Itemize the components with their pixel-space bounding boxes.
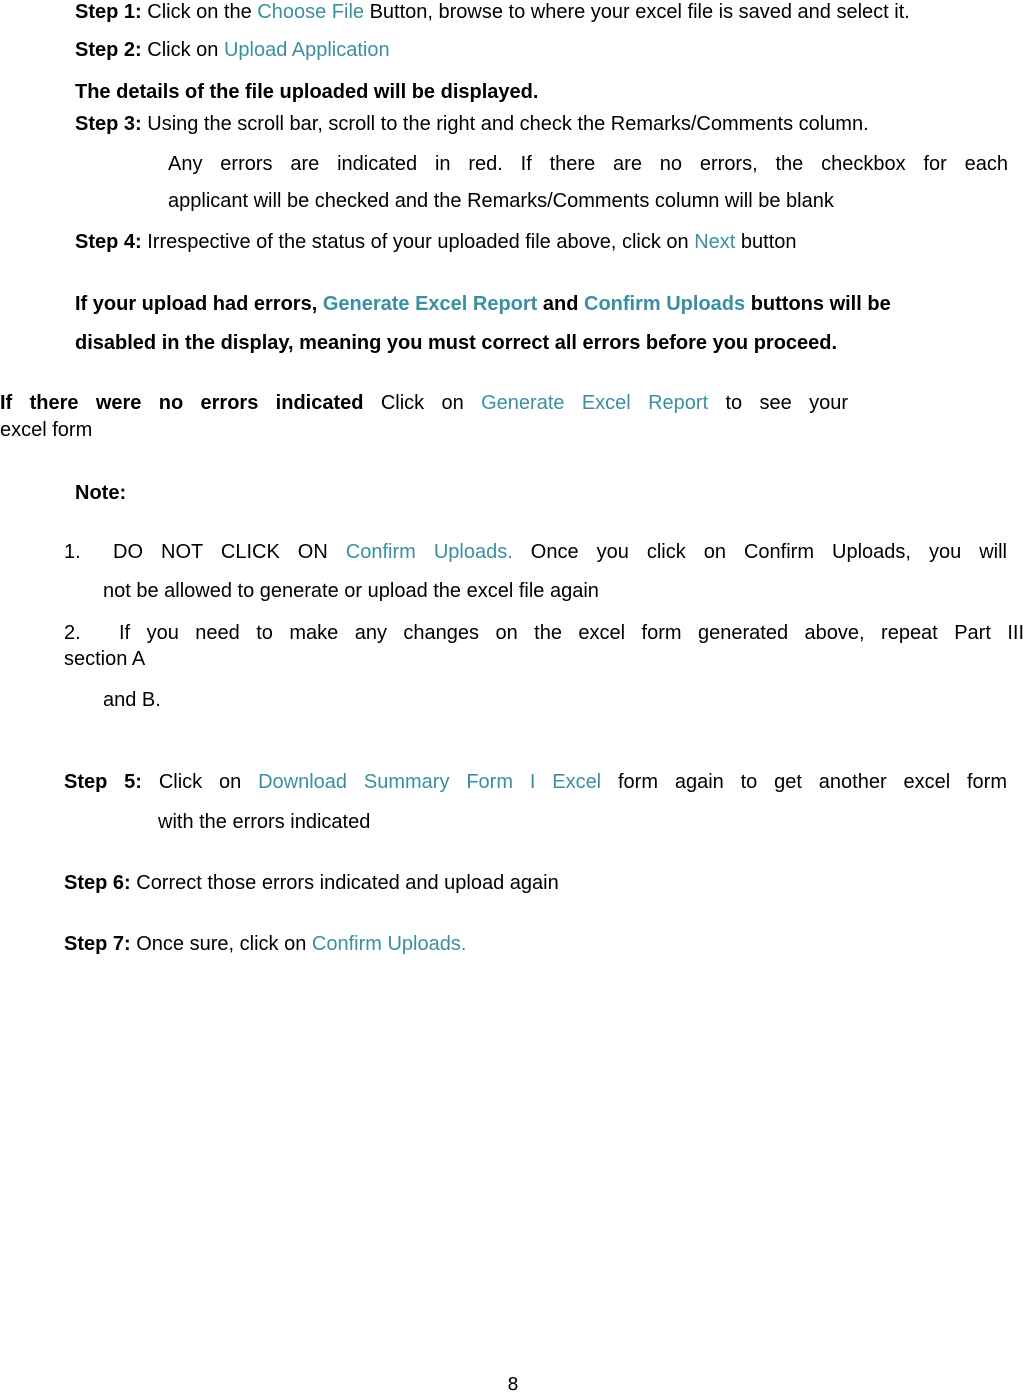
errors-paragraph-line-1: If your upload had errors, Generate Excel Report and Confirm Uploads buttons will be <box>75 293 891 315</box>
step-1-label: Step 1: <box>75 1 142 23</box>
step-4-text-end: button <box>735 231 797 253</box>
note-2-line-2: section A <box>64 648 146 670</box>
confirm-uploads-link-3[interactable]: Confirm Uploads. <box>311 933 467 955</box>
step-6-label: Step 6: <box>64 872 131 894</box>
step-7-label: Step 7: <box>64 933 131 955</box>
step-4 <box>75 230 797 254</box>
step-1 <box>75 0 910 24</box>
no-errors-line-2: excel form <box>0 419 93 441</box>
step-5-label: Step 5: <box>64 771 142 793</box>
step-4-text: Irrespective of the status of your uploaded file above, click on <box>141 231 695 253</box>
step-2-label: Step 2: <box>75 39 142 61</box>
details-heading: The details of the file uploaded will be displayed. <box>75 81 539 103</box>
step-6: Step 6: Correct those errors indicated and upload again <box>64 872 559 894</box>
step-5-line-2: with the errors indicated <box>158 811 371 833</box>
choose-file-link[interactable]: Choose File <box>257 1 365 23</box>
note-label: Note: <box>75 482 127 504</box>
step-2 <box>75 38 390 62</box>
note-1-line-2: not be allowed to generate or upload the excel file again <box>103 580 599 602</box>
no-errors-line-1: If there were no errors indicated Click on Generate Excel Report to see your <box>0 392 849 414</box>
note-2-number: 2. <box>64 622 81 644</box>
step-3-label: Step 3: <box>75 113 142 135</box>
generate-excel-report-link[interactable]: Generate Excel Report <box>322 293 538 315</box>
errors-paragraph-line-2: disabled in the display, meaning you must correct all errors before you proceed. <box>75 332 838 354</box>
note-2-line-1: If you need to make any changes on the excel form generated above, repeat Part III <box>119 622 1024 644</box>
step-3-line-3: applicant will be checked and the Remarks/Comments column will be blank <box>168 190 834 212</box>
step-1-text: Click on the <box>141 1 258 23</box>
step-5-line-1: Step 5: Click on Download Summary Form I Excel form again to get another excel form <box>64 771 1008 793</box>
confirm-uploads-link[interactable]: Confirm Uploads <box>584 293 746 315</box>
step-7: Step 7: Once sure, click on Confirm Uploads. <box>64 933 467 955</box>
step-1-text-end: Button, browse to where your excel file is saved and select it. <box>364 1 910 23</box>
next-link[interactable]: Next <box>694 231 736 253</box>
generate-excel-report-link-2[interactable]: Generate Excel Report <box>481 392 709 414</box>
upload-application-link[interactable]: Upload Application <box>223 39 390 61</box>
note-1-number: 1. <box>64 541 81 563</box>
step-3-line-2: Any errors are indicated in red. If there are no errors, the checkbox for each <box>168 153 1008 175</box>
confirm-uploads-link-2[interactable]: Confirm Uploads. <box>345 541 513 563</box>
step-4-label: Step 4: <box>75 231 142 253</box>
note-2-line-3: and B. <box>103 689 161 711</box>
page-number: 8 <box>507 1374 519 1395</box>
download-summary-form-link[interactable]: Download Summary Form I Excel <box>258 771 602 793</box>
step-2-text: Click on <box>141 39 224 61</box>
note-1-line-1: DO NOT CLICK ON Confirm Uploads. Once you click on Confirm Uploads, you will <box>113 541 1007 563</box>
step-3 <box>75 112 869 136</box>
step-3-line-1: Using the scroll bar, scroll to the right and check the Remarks/Comments column. <box>141 113 869 135</box>
